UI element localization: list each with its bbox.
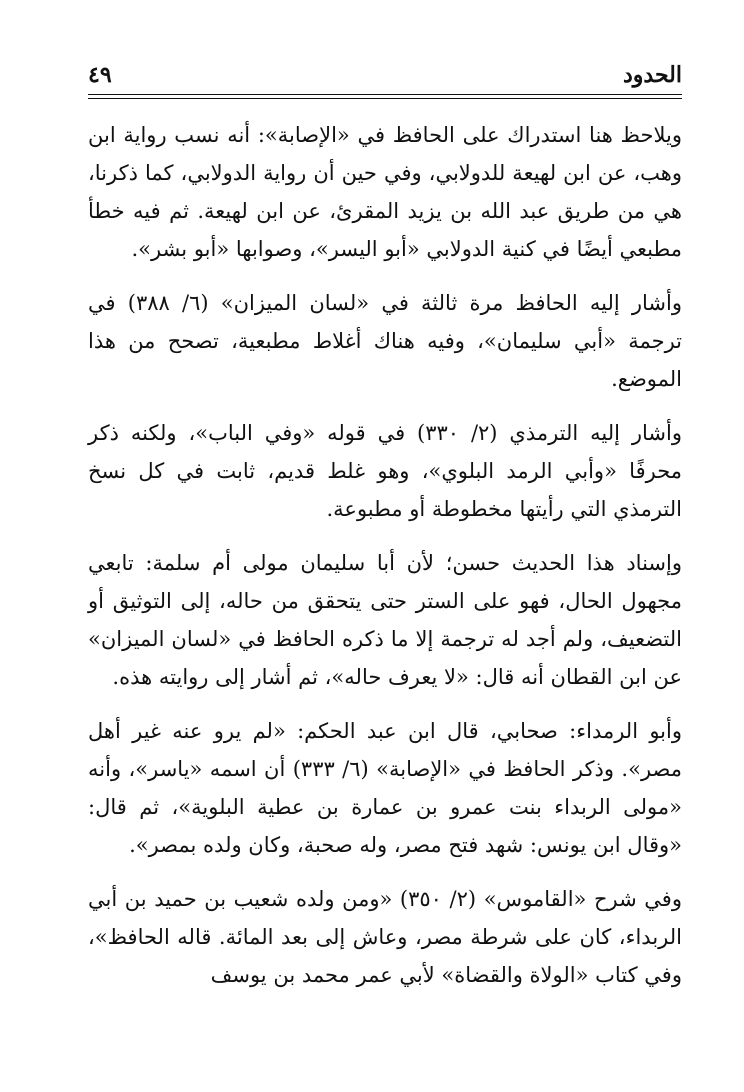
- paragraph-4: وإسناد هذا الحديث حسن؛ لأن أبا سليمان مولى أم سلمة: تابعي مجهول الحال، فهو على الستر حتى يتحقق من حاله، إلى التوثيق أو التضعيف، ولم أجد له ترجمة إلا ما ذكره الحافظ في «لسان الميزان» عن ابن القطان أنه قال: «لا يعرف حاله»، ثم أشار إلى روايته هذه.: [88, 551, 682, 689]
- paragraph-5: وأبو الرمداء: صحابي، قال ابن عبد الحكم: «لم يرو عنه غير أهل مصر». وذكر الحافظ في «الإصابة» (٦/ ٣٣٣) أن اسمه «ياسر»، وأنه «مولى الربداء بنت عمرو بن عمارة بن عطية البلوية»، ثم قال: «وقال ابن يونس: شهد فتح مصر، وله صحبة، وكان ولده بمصر».: [88, 719, 682, 857]
- running-title: الحدود: [623, 62, 682, 88]
- paragraph-3: وأشار إليه الترمذي (٢/ ٣٣٠) في قوله «وفي الباب»، ولكنه ذكر محرفًا «وأبي الرمد البلوي»، وهو غلط قديم، ثابت في كل نسخ الترمذي التي رأيتها مخطوطة أو مطبوعة.: [88, 421, 682, 521]
- header-rule: [88, 94, 682, 95]
- header-rule-secondary: [88, 98, 682, 99]
- page-header: [88, 58, 682, 92]
- page-number: ٤٩: [88, 62, 112, 88]
- paragraph-1: ويلاحظ هنا استدراك على الحافظ في «الإصابة»: أنه نسب رواية ابن وهب، عن ابن لهيعة للدولابي، وفي حين أن رواية الدولابي، كما ذكرنا، هي من طريق عبد الله بن يزيد المقرئ، عن ابن لهيعة. ثم فيه خطأ مطبعي أيضًا في كنية الدولابي «أبو اليسر»، وصوابها «أبو بشر».: [88, 123, 682, 261]
- body-text: [88, 116, 682, 994]
- paragraph-2: وأشار إليه الحافظ مرة ثالثة في «لسان الميزان» (٦/ ٣٨٨) في ترجمة «أبي سليمان»، وفيه هناك أغلاط مطبعية، تصحح من هذا الموضع.: [88, 291, 682, 391]
- paragraph-6: وفي شرح «القاموس» (٢/ ٣٥٠) «ومن ولده شعيب بن حميد بن أبي الربداء، كان على شرطة مصر، وعاش إلى بعد المائة. قاله الحافظ»، وفي كتاب «الولاة والقضاة» لأبي عمر محمد بن يوسف: [88, 887, 682, 987]
